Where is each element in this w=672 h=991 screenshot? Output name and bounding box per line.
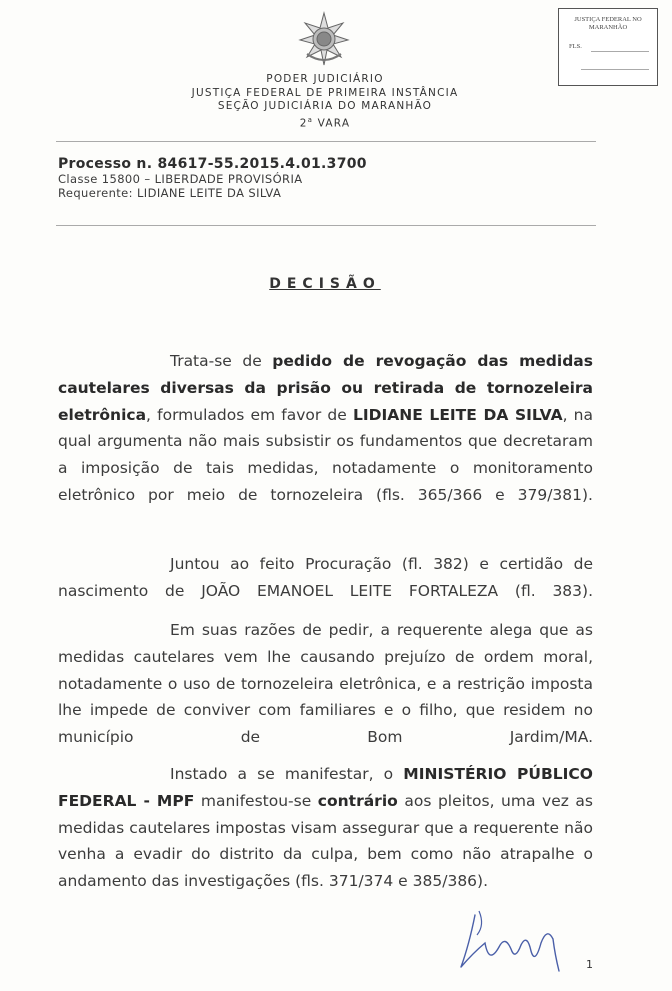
stamp-fls-label: FLS. [569, 43, 582, 50]
process-class: Classe 15800 – LIBERDADE PROVISÓRIA [58, 172, 303, 186]
process-number: Processo n. 84617-55.2015.4.01.3700 [58, 156, 367, 172]
page-number: 1 [586, 958, 593, 971]
paragraph-1: Trata-se de pedido de revogação das medidas cautelares diversas da prisão ou retirada de tornozeleira eletrônica, formulados em favor de LIDIANE LEITE DA SILVA, na qual argumenta não mais subsistir os fundamentos que decretaram a imposição de tais medidas, notadamente o monitoramento eletrônico por meio de tornozeleira (fls. 365/366 e 379/381). [58, 352, 593, 504]
header-line-4: 2$^a$ VARA [299, 115, 351, 129]
stamp-fls-line [591, 51, 649, 52]
decision-title: DECISÃO [269, 276, 381, 292]
stamp-title: JUSTIÇA FEDERAL NO MARANHÃO [574, 16, 642, 31]
process-divider [56, 225, 596, 226]
header-divider [56, 141, 596, 142]
paragraph-3: Em suas razões de pedir, a requerente alega que as medidas cautelares vem lhe causando prejuízo de ordem moral, notadamente o uso de tornozeleira eletrônica, e a restrição imposta lhe impede de conviver com familiares e o filho, que residem no município de Bom Jardim/MA. [58, 621, 593, 747]
process-info [58, 156, 367, 200]
header-line-3: SEÇÃO JUDICIÁRIA DO MARANHÃO [217, 100, 433, 112]
paragraph-2: Juntou ao feito Procuração (fl. 382) e certidão de nascimento de JOÃO EMANOEL LEITE FORTALEZA (fl. 383). [58, 555, 593, 600]
page-count-stamp [558, 8, 658, 86]
paragraph-4: Instado a se manifestar, o MINISTÉRIO PÚBLICO FEDERAL - MPF manifestou-se contrário aos pleitos, uma vez as medidas cautelares impostas visam assegurar que a requerente não venha a evadir do distrito da culpa, bem como não atrapalhe o andamento das investigações (fls. 371/374 e 385/386). [58, 765, 593, 891]
stamp-sign-line [581, 69, 649, 70]
court-header [130, 73, 520, 131]
header-line-1: PODER JUDICIÁRIO [266, 73, 384, 85]
process-requerente: Requerente: LIDIANE LEITE DA SILVA [58, 186, 282, 200]
brazil-coat-of-arms-icon [295, 10, 353, 68]
header-line-2: JUSTIÇA FEDERAL DE PRIMEIRA INSTÂNCIA [191, 86, 459, 99]
handwritten-signature [455, 905, 565, 975]
